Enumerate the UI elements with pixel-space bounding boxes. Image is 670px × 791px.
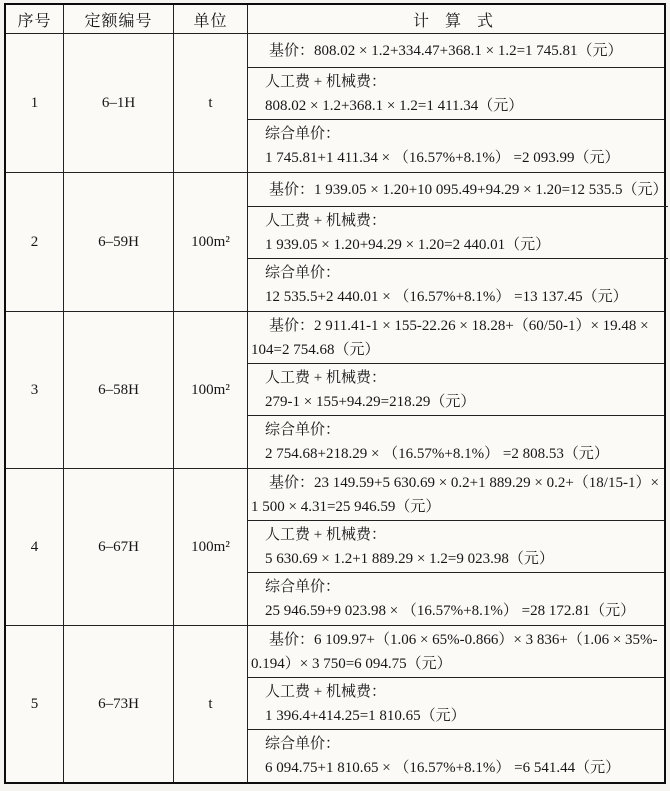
calc-line: 25 946.59+9 023.98 × （16.57%+8.1%） =28 172.81（元）	[265, 603, 636, 619]
calc-line: 279-1 × 155+94.29=218.29（元）	[265, 393, 476, 410]
quota-code: 6–58H	[64, 312, 174, 468]
row-seq: 5	[6, 626, 64, 782]
quota-code: 6–1H	[64, 34, 174, 172]
calc-line: 1 500 × 4.31=25 946.59（元）	[251, 498, 441, 515]
calc-line: 人工费 + 机械费：	[265, 212, 386, 229]
calc-line: 基价：6 109.97+（1.06 × 65%-0.866）× 3 836+（1.06 × 35%-	[269, 631, 658, 648]
calc-cell	[248, 173, 668, 311]
table-row	[6, 34, 664, 173]
calc-line: 综合单价：	[265, 736, 341, 752]
calc-line: 人工费 + 机械费：	[265, 73, 386, 90]
table-row	[6, 469, 664, 626]
calc-line: 综合单价：	[265, 126, 341, 142]
calc-line: 0.194）× 3 750=6 094.75（元）	[251, 655, 452, 672]
calc-line: 2 754.68+218.29 × （16.57%+8.1%） =2 808.53（元）	[265, 446, 609, 462]
header-unit: 单位	[174, 5, 248, 33]
header-quota-code: 定额编号	[64, 5, 174, 33]
calc-line: 基价：808.02 × 1.2+334.47+368.1 × 1.2=1 745.81（元）	[269, 42, 623, 59]
calc-line: 808.02 × 1.2+368.1 × 1.2=1 411.34（元）	[265, 97, 524, 114]
calc-line: 人工费 + 机械费：	[265, 369, 386, 386]
calc-labor-machine	[248, 68, 664, 120]
calc-composite-price	[248, 259, 668, 311]
calc-composite-price	[248, 730, 664, 782]
quota-code: 6–67H	[64, 469, 174, 625]
calc-labor-machine	[248, 678, 664, 730]
row-seq: 2	[6, 173, 64, 311]
quota-code: 6–59H	[64, 173, 174, 311]
row-seq: 1	[6, 34, 64, 172]
calc-cell	[248, 469, 664, 625]
unit-cell: t	[174, 34, 248, 172]
calc-composite-price	[248, 416, 664, 468]
calc-composite-price	[248, 573, 664, 625]
calc-line: 人工费 + 机械费：	[265, 683, 386, 700]
calc-line: 人工费 + 机械费：	[265, 526, 386, 543]
calc-line: 基价：23 149.59+5 630.69 × 0.2+1 889.29 × 0.2+（18/15-1）×	[269, 474, 659, 491]
calc-base-price	[248, 312, 664, 364]
table-row	[6, 626, 664, 782]
calc-labor-machine	[248, 207, 668, 259]
calculation-table	[4, 3, 666, 784]
calc-line: 基价：1 939.05 × 1.20+10 095.49+94.29 × 1.20=12 535.5（元）	[269, 181, 668, 198]
calc-line: 12 535.5+2 440.01 × （16.57%+8.1%） =13 137.45（元）	[265, 289, 628, 305]
table-row	[6, 312, 664, 469]
row-seq: 4	[6, 469, 64, 625]
calc-composite-price	[248, 120, 664, 172]
calc-cell	[248, 312, 664, 468]
unit-cell: 100m²	[174, 469, 248, 625]
calc-base-price	[248, 34, 664, 68]
unit-cell: t	[174, 626, 248, 782]
calc-line: 1 939.05 × 1.20+94.29 × 1.20=2 440.01（元）	[265, 236, 551, 253]
calc-labor-machine	[248, 364, 664, 416]
calc-line: 5 630.69 × 1.2+1 889.29 × 1.2=9 023.98（元）	[265, 550, 554, 567]
quota-code: 6–73H	[64, 626, 174, 782]
unit-cell: 100m²	[174, 173, 248, 311]
calc-line: 104=2 754.68（元）	[251, 341, 380, 358]
unit-cell: 100m²	[174, 312, 248, 468]
calc-line: 基价：2 911.41-1 × 155-22.26 × 18.28+（60/50-1）× 19.48 ×	[269, 317, 649, 334]
calc-line: 综合单价：	[265, 422, 341, 438]
calc-line: 1 745.81+1 411.34 × （16.57%+8.1%） =2 093.99（元）	[265, 150, 620, 166]
calc-line: 1 396.4+414.25=1 810.65（元）	[265, 707, 466, 724]
table-header-row	[6, 5, 664, 34]
row-seq: 3	[6, 312, 64, 468]
header-calc-formula: 计 算 式	[412, 12, 499, 30]
calc-base-price	[248, 173, 668, 207]
calc-labor-machine	[248, 521, 664, 573]
calc-line: 综合单价：	[265, 579, 341, 595]
header-seq: 序号	[6, 5, 64, 33]
table-row	[6, 173, 668, 312]
calc-cell	[248, 626, 664, 782]
calc-line: 综合单价：	[265, 265, 341, 281]
calc-base-price	[248, 469, 664, 521]
calc-cell	[248, 34, 664, 172]
calc-base-price	[248, 626, 664, 678]
calc-line: 6 094.75+1 810.65 × （16.57%+8.1%） =6 541.44（元）	[265, 760, 621, 776]
